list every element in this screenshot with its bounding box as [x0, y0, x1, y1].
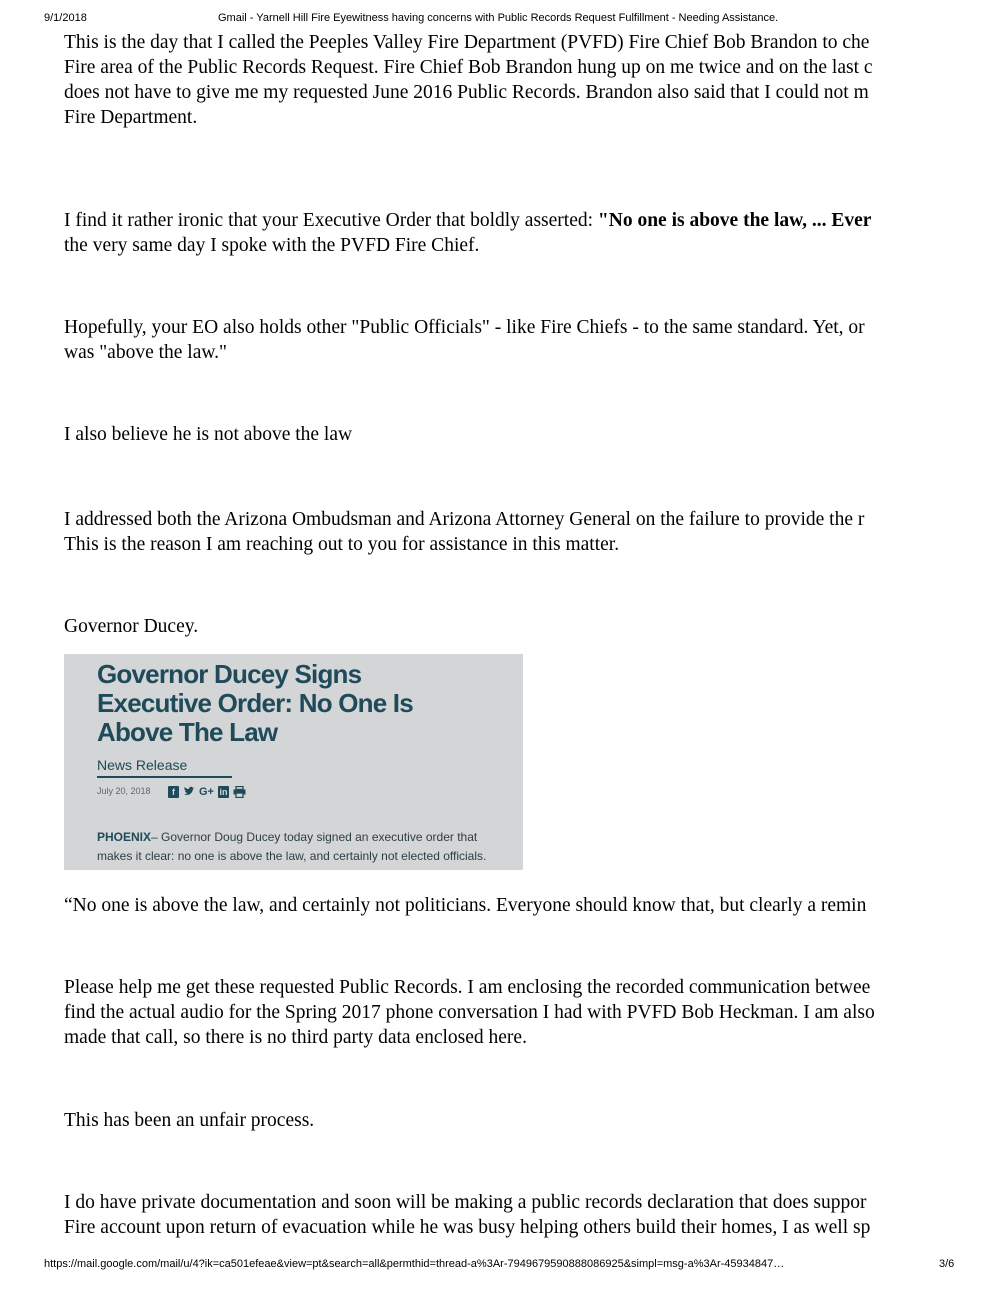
print-date: 9/1/2018 — [44, 12, 87, 24]
print-icon — [233, 786, 246, 798]
news-release-label: News Release — [97, 757, 188, 773]
email-subject: Gmail - Yarnell Hill Fire Eyewitness having concerns with Public Records Request Fulfillment - Needing Assistance. — [218, 12, 779, 24]
news-release-underline — [97, 776, 232, 778]
paragraph-executive-order: I find it rather ironic that your Executive Order that boldly asserted: "No one is above the law, ... Ever the very same day I spoke with the PVFD Fire Chief. — [64, 210, 872, 256]
twitter-icon — [183, 786, 195, 798]
google-plus-icon: G+ — [199, 785, 214, 798]
paragraph-ombudsman: I addressed both the Arizona Ombudsman and Arizona Attorney General on the failure to provide the r This is the reason I am reaching out to you for assistance in this matter. — [64, 509, 865, 555]
paragraph-public-officials: Hopefully, your EO also holds other "Public Officials" - like Fire Chiefs - to the same standard. Yet, or was "above the law." — [64, 317, 865, 363]
press-release-headline: Governor Ducey Signs Executive Order: No One Is Above The Law — [97, 659, 413, 747]
paragraph-quote: “No one is above the law, and certainly not politicians. Everyone should know that, but clearly a remin — [64, 895, 867, 916]
paragraph-above-law: I also believe he is not above the law — [64, 424, 353, 445]
facebook-icon: f — [168, 786, 179, 798]
press-release-image — [64, 654, 523, 870]
paragraph-unfair: This has been an unfair process. — [64, 1110, 315, 1131]
page-number: 3/6 — [939, 1258, 955, 1270]
email-body — [64, 0, 955, 1260]
paragraph-request-help: Please help me get these requested Public Records. I am enclosing the recorded communication betwee find the actual audio for the Spring 2017 phone conversation I had with PVFD Bob Heckman. I am also made that call, so there is no third party data enclosed here. — [64, 977, 875, 1048]
paragraph-governor: Governor Ducey. — [64, 616, 199, 637]
quote-bold: "No one is above the law, ... Ever — [597, 210, 872, 231]
print-footer — [0, 1256, 1000, 1272]
dateline: PHOENIX — [97, 830, 152, 844]
press-release-body: PHOENIX– Governor Doug Ducey today signed an executive order that makes it clear: no one is above the law, and certainly not elected officials. — [97, 830, 487, 863]
share-icons — [168, 783, 250, 797]
linkedin-icon: in — [219, 786, 228, 797]
page-url: https://mail.google.com/mail/u/4?ik=ca501efeae&view=pt&search=all&permthid=thread-a%3Ar-7949679590888086925&simpl=msg-a%3Ar-45934847… — [44, 1258, 785, 1270]
paragraph-documentation: I do have private documentation and soon will be making a public records declaration that does suppor Fire account upon return of evacuation while he was busy helping others build their homes, I as well sp — [64, 1192, 871, 1238]
press-release-date: July 20, 2018 — [97, 786, 151, 796]
paragraph-phone-call: This is the day that I called the Peeples Valley Fire Department (PVFD) Fire Chief Bob Brandon to che Fire area of the Public Records Request. Fire Chief Bob Brandon hung up on me twice and on the last c does not have to give me my requested June 2016 Public Records. Brandon also said that I could not m Fire Department. — [64, 32, 873, 128]
